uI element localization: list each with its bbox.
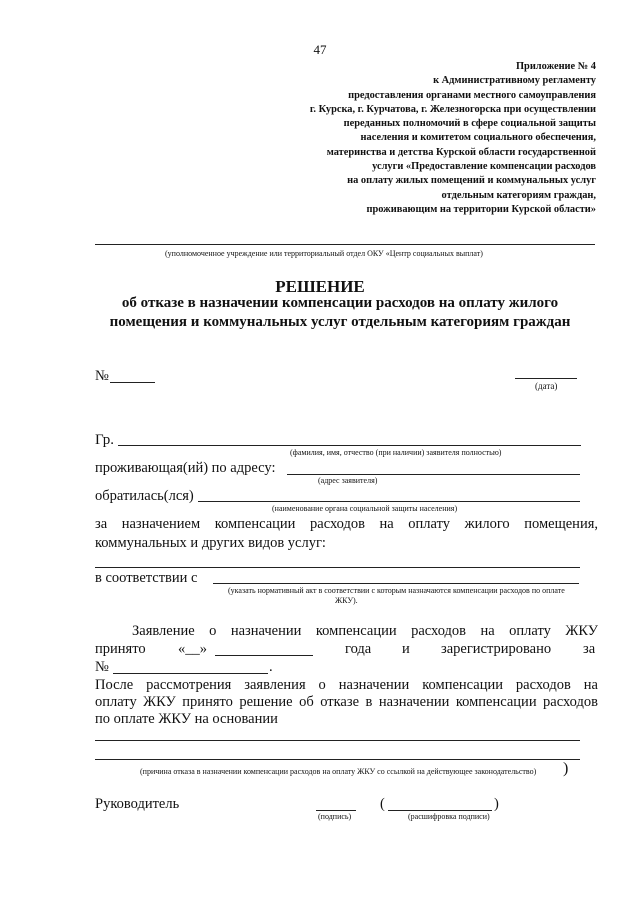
registration-number-label: № (95, 659, 109, 675)
address-label: проживающая(ий) по адресу: (95, 460, 276, 476)
citizen-caption: (фамилия, имя, отчество (при наличии) заявителя полностью) (290, 448, 502, 457)
reason-caption: (причина отказа в назначении компенсации расходов на оплату ЖКУ со ссылкой на действующее законодательство) (140, 767, 537, 776)
appendix-line: отдельным категориям граждан, (441, 189, 596, 201)
applied-field[interactable] (198, 501, 580, 502)
decision-line: по оплате ЖКУ на основании (95, 711, 278, 727)
period-mark: . (269, 659, 273, 675)
accepted-word: принято (95, 641, 146, 657)
address-field[interactable] (287, 474, 580, 475)
year-word: года (345, 641, 372, 657)
application-line: Заявление о назначении компенсации расходов на оплату ЖКУ (132, 623, 598, 639)
subtitle-line: помещения и коммунальных услуг отдельным категориям граждан (109, 314, 571, 330)
appendix-line: населения и комитетом социального обеспечения, (360, 132, 596, 144)
application-date-field[interactable] (215, 655, 313, 656)
appendix-line: г. Курска, г. Курчатова, г. Железногорска при осуществлении (309, 103, 596, 115)
services-field[interactable] (95, 567, 580, 568)
page-number: 47 (313, 42, 327, 57)
decision-line: После рассмотрения заявления о назначении компенсации расходов на (95, 677, 598, 693)
registered-word: зарегистрировано (441, 641, 552, 657)
appendix-line: услуги «Предоставление компенсации расходов (372, 161, 596, 173)
reason-field[interactable] (95, 759, 580, 760)
purpose-line: коммунальных и других видов услуг: (95, 535, 326, 551)
appendix-line: проживающим на территории Курской области» (366, 203, 596, 215)
applied-caption: (наименование органа социальной защиты населения) (272, 504, 458, 513)
document-title: РЕШЕНИЕ (275, 277, 365, 296)
decode-field[interactable] (388, 810, 492, 811)
number-label: № (95, 368, 109, 384)
appendix-line: предоставления органами местного самоуправления (348, 89, 596, 101)
header-caption: (уполномоченное учреждение или территориальный отдел ОКУ «Центр социальных выплат) (165, 249, 483, 258)
appendix-line: к Административному регламенту (433, 75, 596, 87)
accordance-label: в соответствии с (95, 570, 198, 586)
signature-caption: (подпись) (318, 812, 352, 821)
subtitle-line: об отказе в назначении компенсации расходов на оплату жилого (121, 295, 559, 311)
date-quote: «__» (178, 641, 207, 657)
under-word: за (583, 641, 596, 657)
number-field[interactable] (110, 382, 155, 383)
document-subtitle (60, 294, 620, 332)
purpose-line: за назначением компенсации расходов на оплату жилого помещения, (95, 516, 598, 532)
decode-paren-close: ) (494, 796, 499, 812)
citizen-label: Гр. (95, 432, 114, 448)
citizen-field[interactable] (118, 445, 581, 446)
appendix-block (216, 60, 596, 217)
decode-caption: (расшифровка подписи) (408, 812, 490, 821)
reason-paren: ) (563, 760, 569, 777)
accordance-caption: (указать нормативный акт в соответствии с которым назначаются компенсации расходов по оплате (228, 586, 565, 595)
applied-label: обратилась(лся) (95, 488, 194, 504)
decode-paren-open: ( (380, 796, 385, 812)
appendix-line: на оплату жилых помещений и коммунальных услуг (347, 175, 596, 187)
registration-number-field[interactable] (113, 673, 268, 674)
address-caption: (адрес заявителя) (318, 476, 378, 485)
date-field[interactable] (515, 378, 577, 379)
date-caption: (дата) (535, 381, 558, 391)
reason-field[interactable] (95, 740, 580, 741)
signature-field[interactable] (316, 810, 356, 811)
appendix-line: переданных полномочий в сфере социальной защиты (343, 118, 596, 130)
header-rule (95, 244, 595, 245)
appendix-line: материнства и детства Курской области государственной (326, 146, 596, 158)
accordance-field[interactable] (213, 583, 579, 584)
appendix-line: Приложение № 4 (515, 61, 596, 72)
accordance-caption: ЖКУ). (335, 596, 358, 605)
decision-line: оплату ЖКУ принято решение об отказе в назначении компенсации расходов (95, 694, 598, 710)
and-word: и (402, 641, 410, 657)
head-label: Руководитель (95, 796, 180, 812)
